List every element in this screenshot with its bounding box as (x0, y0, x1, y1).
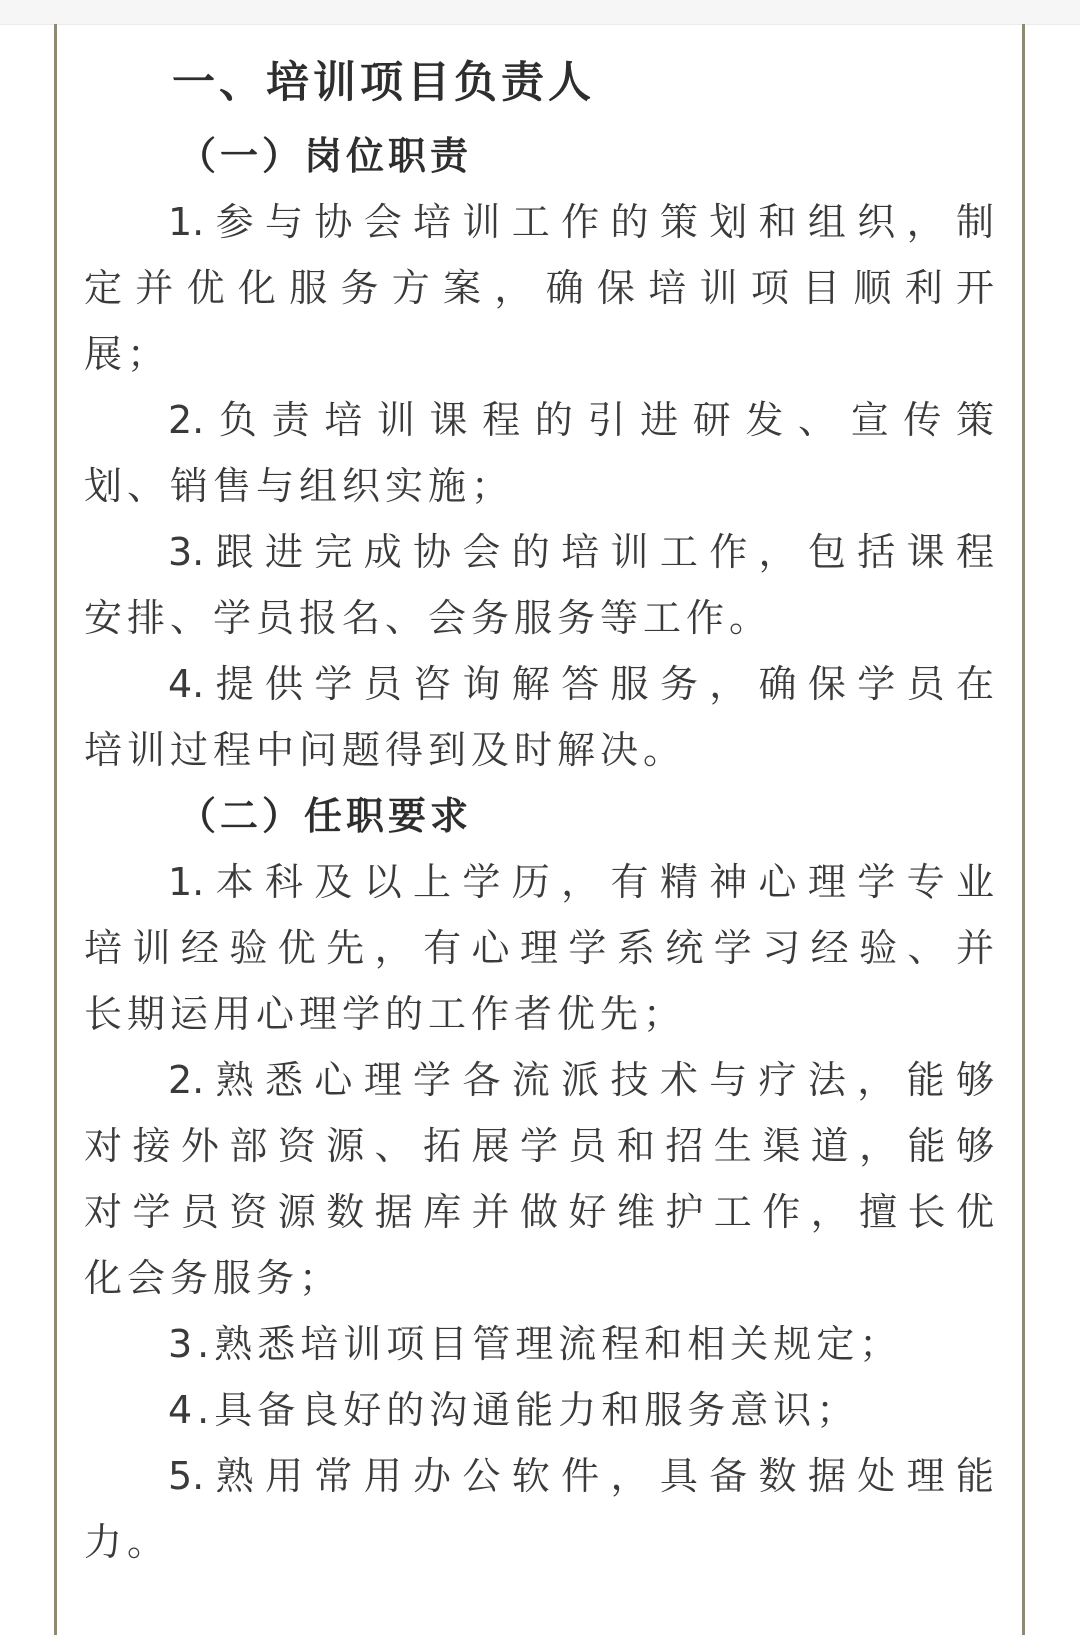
requirement-5-line-1: 5.熟用常用办公软件，具备数据处理能 (168, 1454, 994, 1498)
duty-2-line-2: 划、销售与组织实施； (84, 464, 515, 508)
requirement-1-line-1: 1.本科及以上学历，有精神心理学专业 (168, 860, 994, 904)
subsection-heading-duties: （一）岗位职责 (178, 134, 473, 178)
requirement-1-line-3: 长期运用心理学的工作者优先； (84, 992, 687, 1036)
requirement-1-line-2: 培训经验优先，有心理学系统学习经验、并 (84, 926, 994, 970)
section-title: 一、培训项目负责人 (172, 58, 595, 108)
frame-border-right (1022, 24, 1025, 1635)
article-content (84, 43, 994, 1575)
frame-border-left (54, 24, 57, 1635)
requirement-4-line-1: 4.具备良好的沟通能力和服务意识； (168, 1388, 860, 1432)
duty-3-line-2: 安排、学员报名、会务服务等工作。 (84, 596, 773, 640)
requirement-2-line-3: 对学员资源数据库并做好维护工作，擅长优 (84, 1190, 994, 1234)
duty-1-line-1: 1.参与协会培训工作的策划和组织，制 (168, 200, 994, 244)
requirement-2-line-1: 2.熟悉心理学各流派技术与疗法，能够 (168, 1058, 994, 1102)
top-strip (0, 0, 1080, 25)
requirement-5-line-2: 力。 (84, 1520, 171, 1564)
requirement-3-line-1: 3.熟悉培训项目管理流程和相关规定； (168, 1322, 903, 1366)
requirement-2-line-4: 化会务服务； (84, 1256, 343, 1300)
duty-4-line-1: 4.提供学员咨询解答服务，确保学员在 (168, 662, 994, 706)
duty-2-line-1: 2.负责培训课程的引进研发、宣传策 (168, 398, 994, 442)
duty-1-line-2: 定并优化服务方案，确保培训项目顺利开 (84, 266, 994, 310)
duty-3-line-1: 3.跟进完成协会的培训工作，包括课程 (168, 530, 994, 574)
subsection-heading-requirements: （二）任职要求 (178, 794, 473, 838)
requirement-2-line-2: 对接外部资源、拓展学员和招生渠道，能够 (84, 1124, 994, 1168)
duty-1-line-3: 展； (84, 332, 171, 376)
duty-4-line-2: 培训过程中问题得到及时解决。 (84, 728, 687, 772)
